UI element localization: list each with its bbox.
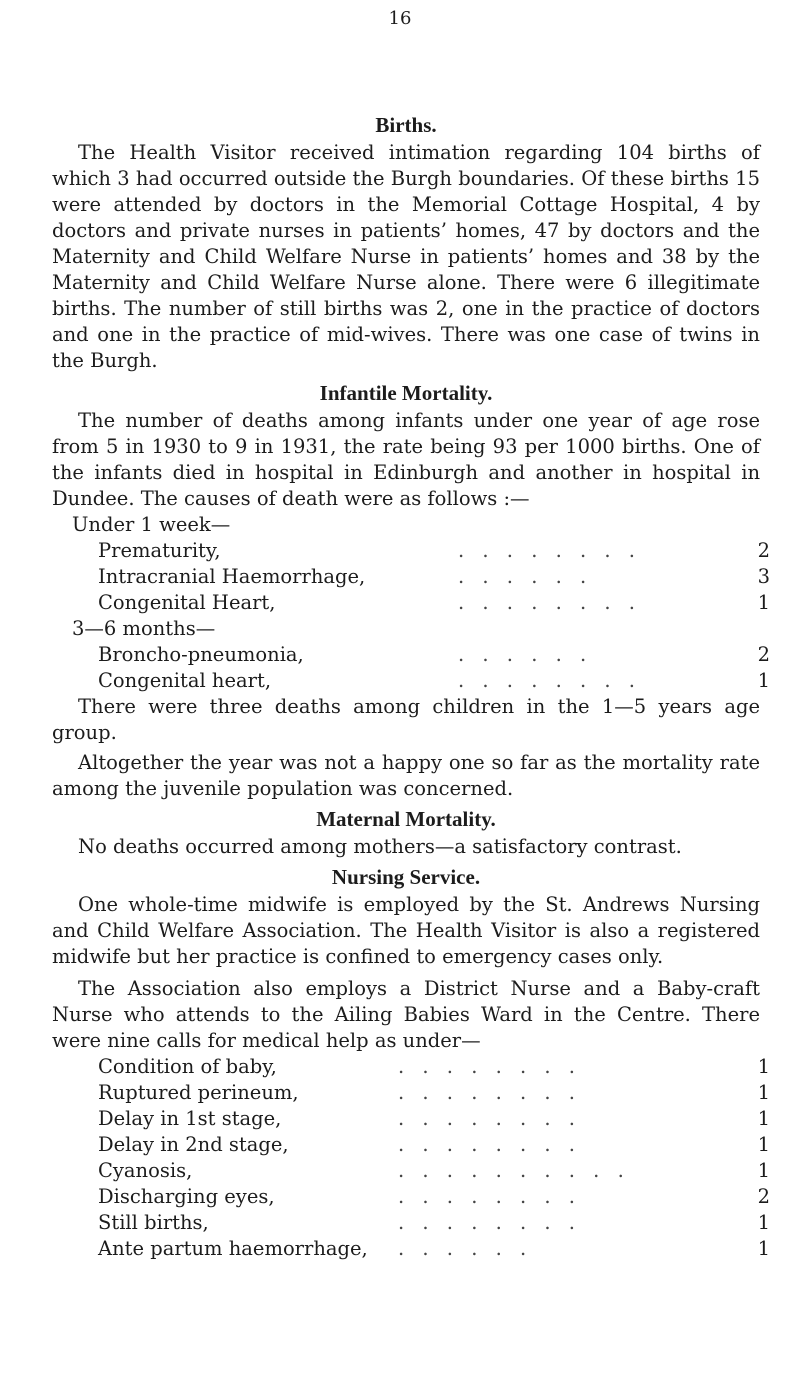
- maternal-mortality-heading: Maternal Mortality.: [316, 807, 496, 831]
- list-item: Ruptured perineum, . . . . . . . . 1: [98, 1081, 770, 1104]
- infantile-mortality-section: [52, 378, 770, 802]
- page-number: 16: [388, 8, 412, 29]
- list-item: Delay in 1st stage, . . . . . . . . 1: [98, 1107, 770, 1130]
- list-item: Prematurity, . . . . . . . . 2: [98, 539, 770, 562]
- infantile-mortality-heading: Infantile Mortality.: [319, 381, 493, 405]
- list-item: Cyanosis, . . . . . . . . . . 1: [98, 1159, 770, 1182]
- list-item: Delay in 2nd stage, . . . . . . . . 1: [98, 1133, 770, 1156]
- maternal-mortality-paragraph: No deaths occurred among mothers—a satisfactory contrast.: [78, 835, 682, 858]
- nursing-service-section: [52, 862, 770, 1262]
- list-item: Condition of baby, . . . . . . . . 1: [98, 1055, 770, 1078]
- list-item: Still births, . . . . . . . . 1: [98, 1211, 770, 1234]
- group-label-under-1-week: Under 1 week—: [72, 513, 231, 536]
- list-item: Broncho-pneumonia, . . . . . . 2: [98, 643, 770, 666]
- list-item: Congenital Heart, . . . . . . . . 1: [98, 591, 770, 614]
- group-label-3-6-months: 3—6 months—: [72, 617, 216, 640]
- list-item: Intracranial Haemorrhage, . . . . . . 3: [98, 565, 770, 588]
- age-group-deaths-paragraph: There were three deaths among children in the 1—5 years age group.: [52, 695, 760, 744]
- list-item: Ante partum haemorrhage, . . . . . . 1: [98, 1237, 770, 1260]
- nursing-paragraph-1: One whole-time midwife is employed by the St. Andrews Nursing and Child Welfare Association. The Health Visitor is also a registered midwife but her practice is confined to emergency cases only.: [52, 893, 760, 968]
- births-paragraph: The Health Visitor received intimation regarding 104 births of which 3 had occurred outside the Burgh boundaries. Of these births 15 were attended by doctors in the Memorial Cottage Hospital, 4 by doctors and private nurses in patients’ homes, 47 by doctors and the Maternity and Child Welfare Nurse in patients’ homes and 38 by the Maternity and Child Welfare Nurse alone. There were 6 illegitimate births. The number of still births was 2, one in the practice of doctors and one in the practice of mid-wives. There was one case of twins in the Burgh.: [52, 141, 760, 372]
- infantile-mortality-paragraph: The number of deaths among infants under one year of age rose from 5 in 1930 to 9 in 1931, the rate being 93 per 1000 births. One of the infants died in hospital in Edinburgh and another in hospital in Dundee. The causes of death were as follows :—: [52, 409, 760, 510]
- medical-calls-list: [52, 1054, 770, 1262]
- nursing-service-heading: Nursing Service.: [331, 865, 481, 889]
- births-heading: Births.: [375, 113, 437, 137]
- births-section: [52, 110, 760, 374]
- list-item: Discharging eyes, . . . . . . . . 2: [98, 1185, 770, 1208]
- causes-of-death-list: [52, 512, 770, 694]
- nursing-paragraph-2: The Association also employs a District Nurse and a Baby-craft Nurse who attends to the Ailing Babies Ward in the Centre. There were nine calls for medical help as under—: [52, 977, 760, 1052]
- juvenile-mortality-paragraph: Altogether the year was not a happy one so far as the mortality rate among the juvenile population was concerned.: [52, 751, 760, 800]
- list-item: Congenital heart, . . . . . . . . 1: [98, 669, 770, 692]
- maternal-mortality-section: [52, 804, 760, 860]
